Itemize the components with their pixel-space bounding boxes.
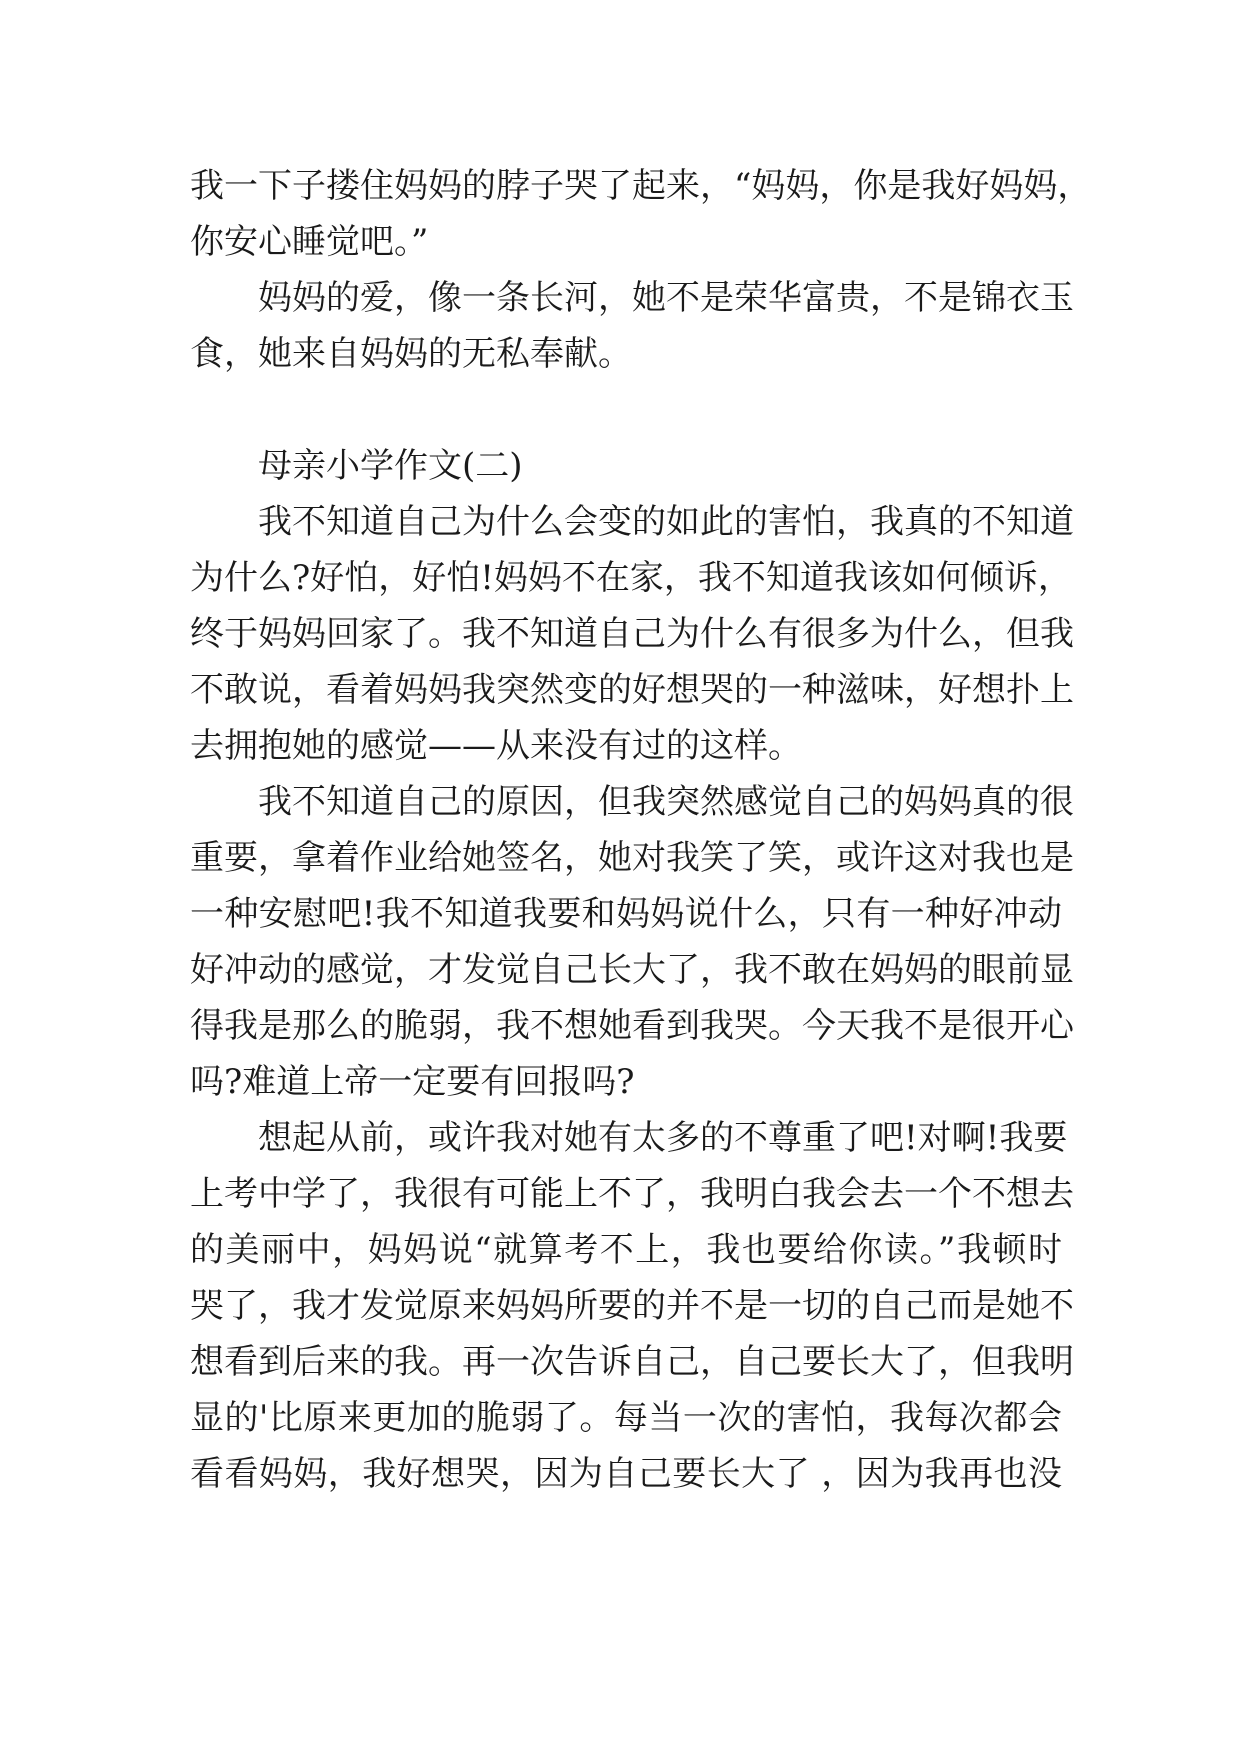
text-line: 哭了，我才发觉原来妈妈所要的并不是一切的自己而是她不 — [190, 1286, 1074, 1326]
text-line: 重要，拿着作业给她签名，她对我笑了笑，或许这对我也是 — [190, 838, 1074, 878]
text-line: 为什么?好怕，好怕!妈妈不在家，我不知道我该如何倾诉， — [190, 558, 1072, 598]
text-line: 吗?难道上帝一定要有回报吗? — [190, 1062, 635, 1102]
text-line: 终于妈妈回家了。我不知道自己为什么有很多为什么，但我 — [190, 614, 1074, 654]
text-line: 得我是那么的脆弱，我不想她看到我哭。今天我不是很开心 — [190, 1006, 1074, 1046]
text-line: 不敢说，看着妈妈我突然变的好想哭的一种滋味，好想扑上 — [190, 670, 1074, 710]
text-line: 想看到后来的我。再一次告诉自己，自己要长大了，但我明 — [190, 1342, 1074, 1382]
paragraph — [190, 158, 1092, 270]
text-line: 食，她来自妈妈的无私奉献。 — [190, 334, 632, 374]
text-line: 妈妈的爱，像一条长河，她不是荣华富贵，不是锦衣玉 — [258, 278, 1074, 318]
text-line: 我一下子搂住妈妈的脖子哭了起来，“妈妈，你是我好妈妈， — [190, 166, 1092, 206]
document-page — [190, 158, 1092, 1502]
section-title: 母亲小学作文(二) — [258, 446, 523, 486]
paragraph — [190, 1110, 1074, 1502]
paragraph — [190, 774, 1074, 1110]
text-line: 显的'比原来更加的脆弱了。每当一次的害怕，我每次都会 — [190, 1398, 1062, 1438]
text-line: 好冲动的感觉，才发觉自己长大了，我不敢在妈妈的眼前显 — [190, 950, 1074, 990]
section-spacer — [190, 382, 1062, 438]
paragraph — [190, 494, 1074, 774]
text-line: 去拥抱她的感觉——从来没有过的这样。 — [190, 726, 802, 766]
text-line: 我不知道自己为什么会变的如此的害怕，我真的不知道 — [258, 502, 1074, 542]
text-line: 你安心睡觉吧。” — [190, 222, 429, 262]
text-line: 看看妈妈，我好想哭，因为自己要长大了 ，因为我再也没 — [190, 1454, 1062, 1494]
paragraph — [190, 270, 1074, 382]
text-line: 想起从前，或许我对她有太多的不尊重了吧!对啊!我要 — [258, 1118, 1068, 1158]
text-line: 的美丽中，妈妈说“就算考不上，我也要给你读。”我顿时 — [190, 1230, 1062, 1270]
text-line: 一种安慰吧!我不知道我要和妈妈说什么，只有一种好冲动 — [190, 894, 1062, 934]
text-line: 上考中学了，我很有可能上不了，我明白我会去一个不想去 — [190, 1174, 1074, 1214]
text-line: 我不知道自己的原因，但我突然感觉自己的妈妈真的很 — [258, 782, 1074, 822]
